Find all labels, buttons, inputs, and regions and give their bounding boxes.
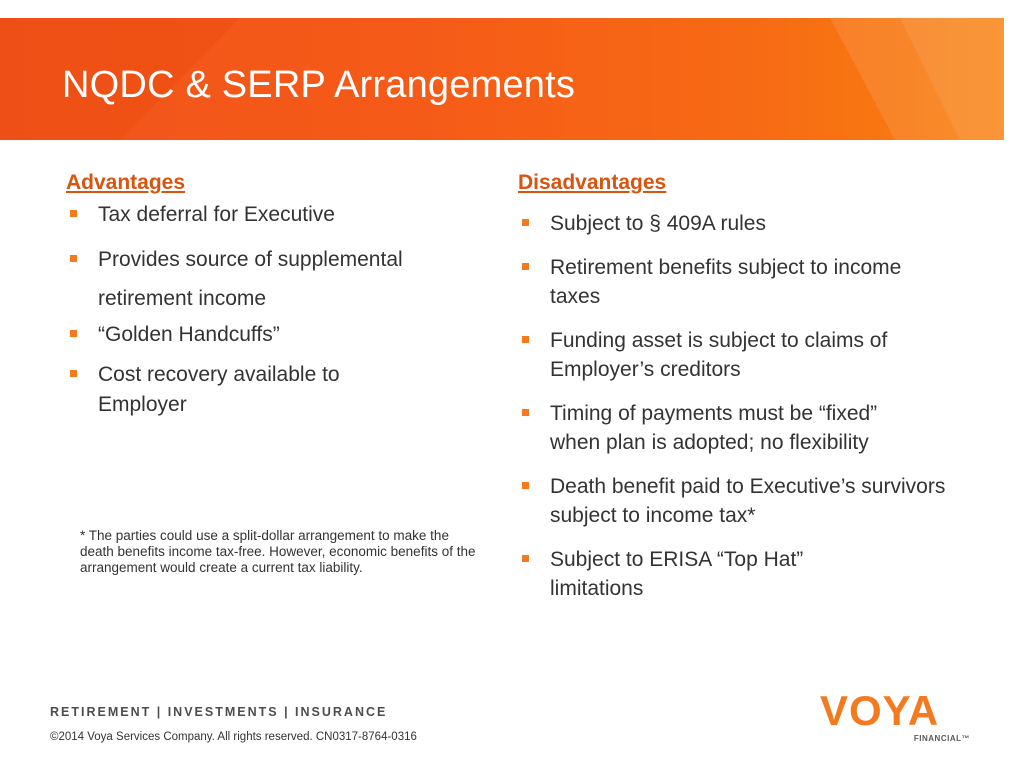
bullet-square-icon <box>70 210 77 217</box>
bullet-square-icon <box>522 263 529 270</box>
list-item <box>66 240 486 318</box>
logo-wordmark: VOYA <box>820 687 940 734</box>
bullet-square-icon <box>522 555 529 562</box>
list-item <box>518 209 958 238</box>
bullet-square-icon <box>70 370 77 377</box>
copyright-text: ©2014 Voya Services Company. All rights reserved. CN0317-8764-0316 <box>50 731 417 743</box>
title-banner <box>0 18 1004 140</box>
disadvantages-column <box>518 170 958 618</box>
list-item-text: Subject to ERISA “Top Hat” limitations <box>550 548 804 600</box>
advantages-column <box>66 170 486 430</box>
disadvantages-list <box>518 209 958 603</box>
footnote: * The parties could use a split-dollar arrangement to make the death benefits income tax-free. However, economic benefits of the arrangement would create a current tax liability. <box>80 528 476 575</box>
bullet-square-icon <box>522 219 529 226</box>
list-item <box>66 320 486 350</box>
logo-subtitle: FINANCIAL™ <box>913 734 970 743</box>
advantages-heading: Advantages <box>66 171 186 194</box>
bullet-square-icon <box>522 482 529 489</box>
voya-logo <box>820 687 970 745</box>
slide-title: NQDC & SERP Arrangements <box>62 64 576 106</box>
list-item <box>518 545 820 603</box>
list-item-text: Subject to § 409A rules <box>550 212 766 235</box>
list-item <box>66 360 378 420</box>
disadvantages-heading: Disadvantages <box>518 171 667 194</box>
bullet-square-icon <box>70 255 77 262</box>
advantages-list <box>66 200 486 420</box>
list-item <box>518 253 910 311</box>
list-item <box>518 472 970 530</box>
list-item-text: Provides source of supplemental retirement income <box>98 248 403 310</box>
list-item-text: “Golden Handcuffs” <box>98 323 280 346</box>
list-item-text: Retirement benefits subject to income taxes <box>550 256 902 308</box>
list-item-text: Tax deferral for Executive <box>98 203 335 226</box>
list-item-text: Cost recovery available to Employer <box>98 363 340 416</box>
list-item-text: Funding asset is subject to claims of Employer’s creditors <box>550 329 888 381</box>
list-item-text: Timing of payments must be “fixed” when plan is adopted; no flexibility <box>550 402 878 454</box>
bullet-square-icon <box>522 409 529 416</box>
footer-tagline: RETIREMENT | INVESTMENTS | INSURANCE <box>50 705 388 719</box>
bullet-square-icon <box>522 336 529 343</box>
bullet-square-icon <box>70 330 77 337</box>
list-item <box>66 200 486 230</box>
list-item <box>518 399 920 457</box>
list-item-text: Death benefit paid to Executive’s survivors subject to income tax* <box>550 475 946 527</box>
list-item <box>518 326 970 384</box>
